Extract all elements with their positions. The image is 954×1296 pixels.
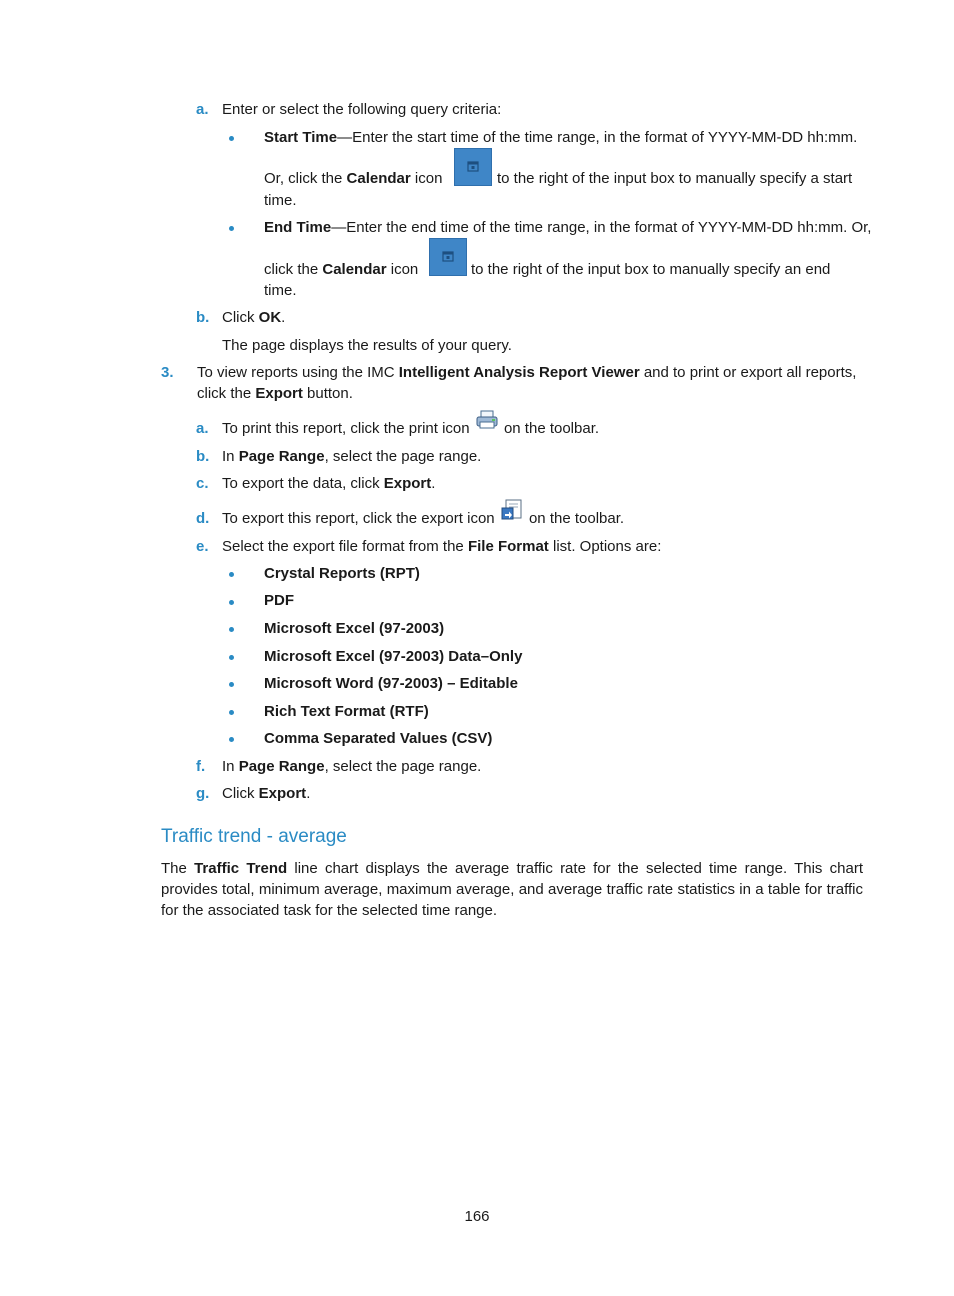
bullet-icon [229,136,234,141]
bullet-icon [229,226,234,231]
calendar-term: Calendar [346,170,411,187]
section-paragraph [161,858,863,921]
file-format-pre: Select the export file format from the [222,538,468,555]
ok-term: OK [258,309,282,326]
page-range-pre: In [222,448,239,465]
step-marker-3: 3. [161,364,174,381]
calendar-term: Calendar [322,261,387,278]
step-marker-d: d. [196,510,210,527]
export-step-pre: To export this report, click the export icon [222,510,499,527]
export-term: Export [255,385,303,402]
end-time-icon-word: icon [386,261,419,278]
step-3-pre: To view reports using the IMC [197,364,399,381]
section-heading: Traffic trend - average [161,826,347,847]
report-viewer-term: Intelligent Analysis Report Viewer [398,364,640,381]
export-step-post: on the toolbar. [528,510,625,527]
page-range-pre: In [222,758,239,775]
export-icon [501,499,523,527]
step-marker-b: b. [196,309,210,326]
end-time-line2-b: to the right of the input box to manually specify an end [471,261,831,278]
export-term: Export [383,475,432,492]
calendar-icon [454,148,492,186]
page-range-step [222,447,481,467]
print-icon [476,410,498,436]
bullet-icon [229,627,234,632]
traffic-trend-term: Traffic Trend [194,860,288,877]
click-export-post: . [306,785,311,802]
step-3-line2-pre: click the [197,385,256,402]
step-marker-g: g. [196,785,210,802]
end-time-line2-a [264,260,418,280]
print-step-post: on the toolbar. [503,420,600,437]
step-3-line2-post: button. [302,385,353,402]
step-3-line2 [197,384,353,404]
bullet-icon [229,710,234,715]
start-time-term: Start Time [264,129,338,146]
step-3-line1 [197,363,856,383]
step-b-pre: Click [222,309,259,326]
start-time-desc: —Enter the start time of the time range, in the format of YYYY-MM-DD hh:mm. [337,129,858,146]
step-marker-a: a. [196,101,209,118]
page-range-post: , select the page range. [324,448,482,465]
export-term: Export [258,785,307,802]
step-marker-b: b. [196,448,210,465]
start-time-line3: time. [264,192,297,209]
step-b-text [222,308,285,328]
step-marker-f: f. [196,758,206,775]
step-a-text: Enter or select the following query criteria: [222,101,502,118]
bullet-icon [229,682,234,687]
click-export-step [222,784,310,804]
page-number: 166 [464,1208,490,1225]
end-time-click: click the [264,261,323,278]
page-range-term: Page Range [238,448,325,465]
end-time-desc: —Enter the end time of the time range, in the format of YYYY-MM-DD hh:mm. Or, [331,219,872,236]
format-item: Comma Separated Values (CSV) [264,730,493,747]
format-item: Microsoft Excel (97-2003) [264,620,445,637]
format-item: Crystal Reports (RPT) [264,565,420,582]
para-post: line chart displays the average traffic rate for the selected time range. This chart provides total, minimum average, maximum average, and average traffic rate statistics in a table for traffic for the associated task for the selected time range. [161,860,863,919]
format-item: Rich Text Format (RTF) [264,703,429,720]
step-marker-e: e. [196,538,209,555]
step-marker-a: a. [196,420,209,437]
page-range-step-2 [222,757,481,777]
format-item: Microsoft Word (97-2003) – Editable [264,675,518,692]
start-time-line2-a [264,169,442,189]
page-range-term: Page Range [238,758,325,775]
bullet-icon [229,572,234,577]
bullet-icon [229,655,234,660]
start-time-line2-b: to the right of the input box to manually specify a start [497,170,853,187]
step-b-post: . [281,309,286,326]
step-marker-c: c. [196,475,209,492]
print-step-text [222,419,599,439]
file-format-step [222,537,661,557]
print-step-pre: To print this report, click the print icon [222,420,474,437]
export-data-step [222,474,435,494]
calendar-icon [429,238,467,276]
click-export-pre: Click [222,785,259,802]
bullet-icon [229,600,234,605]
export-data-pre: To export the data, click [222,475,384,492]
para-pre: The [161,860,195,877]
end-time-term: End Time [264,219,332,236]
page-range-post: , select the page range. [324,758,482,775]
format-item: PDF [264,592,294,609]
start-time-icon-word: icon [410,170,443,187]
export-data-post: . [431,475,436,492]
file-format-term: File Format [467,538,549,555]
start-time-line [264,128,857,148]
export-step-text [222,509,624,529]
end-time-line3: time. [264,282,297,299]
step-3-post: and to print or export all reports, [639,364,857,381]
step-b-result: The page displays the results of your query. [222,337,512,354]
start-time-or: Or, click the [264,170,347,187]
file-format-post: list. Options are: [548,538,662,555]
bullet-icon [229,737,234,742]
format-item: Microsoft Excel (97-2003) Data–Only [264,648,523,665]
end-time-line [264,218,871,238]
